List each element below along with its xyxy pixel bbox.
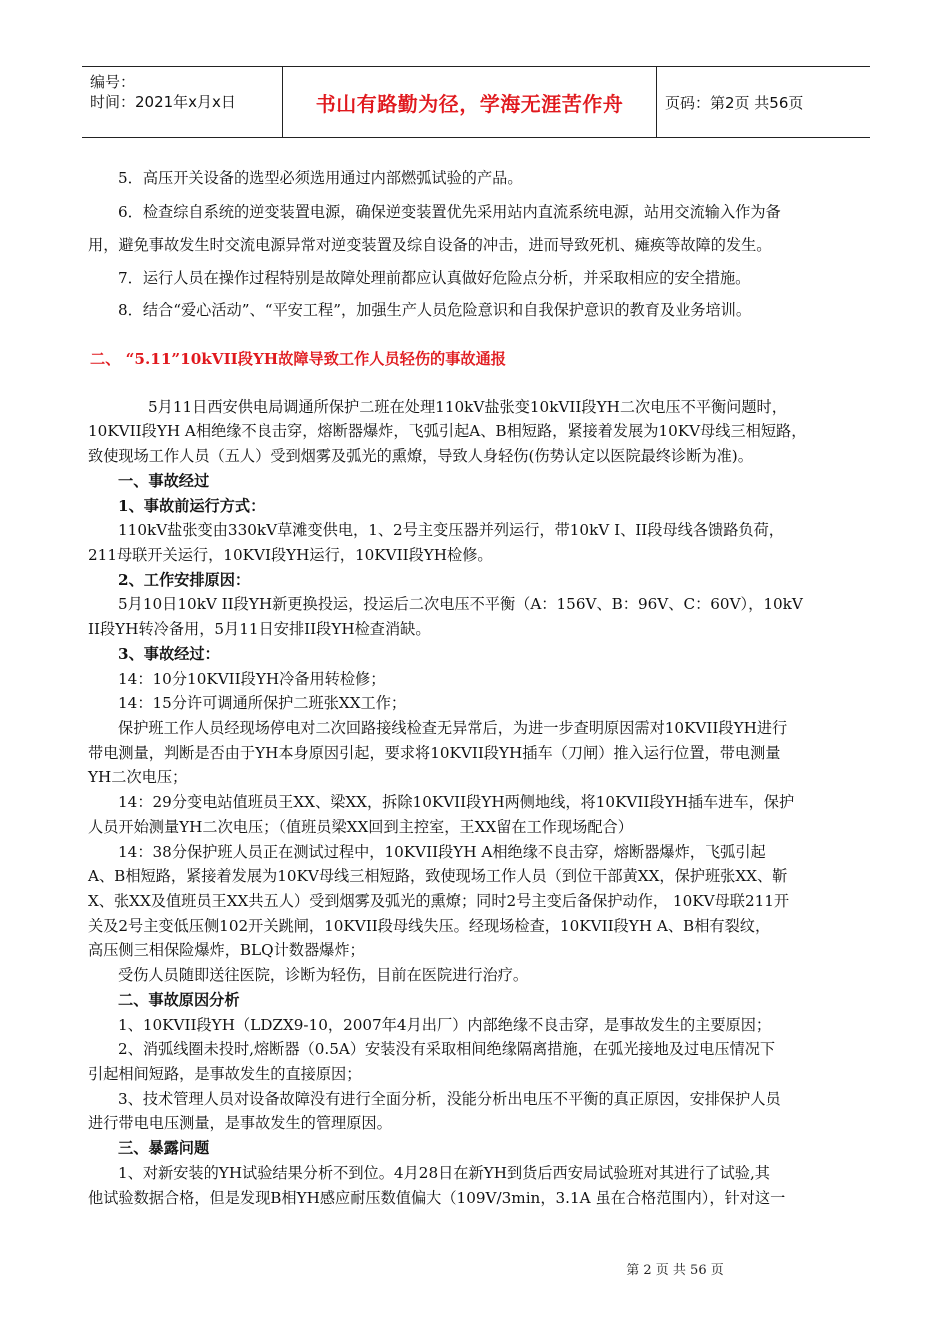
paragraph-line: 5月11日西安供电局调通所保护二班在处理110kV盐张变10kVII段YH二次电压不平衡问题时， — [148, 398, 787, 416]
subheading: 二、事故原因分析 — [118, 991, 240, 1009]
paragraph-line: 人员开始测量YH二次电压；（值班员梁XX回到主控室，王XX留在工作现场配合） — [88, 818, 633, 836]
paragraph-line: 高压侧三相保险爆炸，BLQ计数器爆炸； — [88, 941, 365, 959]
paragraph-line: 引起相间短路，是事故发生的直接原因； — [88, 1065, 362, 1083]
paragraph-line: 14：38分保护班人员正在测试过程中，10KVII段YH A相绝缘不良击穿，熔断器爆炸，飞弧引起 — [118, 843, 766, 861]
header-motto-cell — [283, 67, 657, 137]
paragraph-line: 受伤人员随即送往医院，诊断为轻伤，目前在医院进行治疗。 — [118, 966, 529, 984]
motto: 书山有路勤为径，学海无涯苦作舟 — [315, 91, 624, 116]
paragraph-line: 他试验数据合格，但是发现B相YH感应耐压数值偏大（109V/3min，3.1A 虽在合格范围内），针对这一 — [88, 1189, 786, 1207]
page-info: 页码：第2页 共56页 — [665, 93, 804, 112]
subheading: 1、事故前运行方式： — [118, 497, 266, 515]
paragraph-line: 8．结合“爱心活动”、“平安工程”，加强生产人员危险意识和自我保护意识的教育及业务培训。 — [118, 301, 752, 319]
paragraph-line: 2、消弧线圈未投时,熔断器（0.5A）安装没有采取相间绝缘隔离措施，在弧光接地及过电压情况下 — [118, 1040, 776, 1058]
paragraph-line: 进行带电电压测量，是事故发生的管理原因。 — [88, 1114, 392, 1132]
paragraph-line: 14：15分许可调通所保护二班张XX工作； — [118, 694, 407, 712]
subheading: 2、工作安排原因： — [118, 571, 251, 589]
page-footer — [0, 1259, 950, 1278]
paragraph-line: YH二次电压； — [88, 768, 188, 786]
subheading: 三、暴露问题 — [118, 1139, 210, 1157]
paragraph-line: 10KVII段YH A相绝缘不良击穿，熔断器爆炸，飞弧引起A、B相短路，紧接着发展为10KV母线三相短路， — [88, 422, 807, 440]
paragraph-line: A、B相短路，紧接着发展为10KV母线三相短路，致使现场工作人员（到位干部黄XX，保护班张XX、靳 — [88, 867, 788, 885]
paragraph-line: 用，避免事故发生时交流电源异常对逆变装置及综自设备的冲击，进而导致死机、瘫痪等故障的发生。 — [88, 236, 772, 254]
paragraph-line: II段YH转冷备用，5月11日安排II段YH检查消缺。 — [88, 620, 431, 638]
section-heading: 二、 “5.11”10kVII段YH故障导致工作人员轻伤的事故通报 — [90, 350, 506, 368]
paragraph-line: 3、技术管理人员对设备故障没有进行全面分析，没能分析出电压不平衡的真正原因，安排保护人员 — [118, 1090, 781, 1108]
paragraph-line: 保护班工作人员经现场停电对二次回路接线检查无异常后，为进一步查明原因需对10KVII段YH进行 — [118, 719, 788, 737]
paragraph-line: 5月10日10kV II段YH新更换投运，投运后二次电压不平衡（A：156V、B：96V、C：60V），10kV — [118, 595, 803, 613]
time-label: 时间：2021年x月x日 — [90, 93, 236, 111]
page-header — [82, 66, 870, 138]
paragraph-line: 致使现场工作人员（五人）受到烟雾及弧光的熏燎，导致人身轻伤(伤势认定以医院最终诊断为准)。 — [88, 447, 753, 465]
paragraph-line: 1、对新安装的YH试验结果分析不到位。4月28日在新YH到货后西安局试验班对其进行了试验,其 — [118, 1164, 770, 1182]
paragraph-line: 带电测量，判断是否由于YH本身原因引起，要求将10KVII段YH插车（刀闸）推入运行位置，带电测量 — [88, 744, 781, 762]
paragraph-line: 5．高压开关设备的选型必须选用通过内部燃弧试验的产品。 — [118, 169, 523, 187]
subheading: 一、事故经过 — [118, 472, 210, 490]
paragraph-line: 6．检查综自系统的逆变装置电源，确保逆变装置优先采用站内直流系统电源，站用交流输入作为备 — [118, 203, 781, 221]
paragraph-line: 211母联开关运行，10KVI段YH运行，10KVII段YH检修。 — [88, 546, 493, 564]
paragraph-line: 14：29分变电站值班员王XX、梁XX，拆除10KVII段YH两侧地线，将10KVII段YH插车进车，保护 — [118, 793, 795, 811]
footer-page-number: 第 2 页 共 56 页 — [626, 1263, 724, 1278]
number-label: 编号： — [90, 73, 136, 91]
paragraph-line: X、张XX及值班员王XX共五人）受到烟雾及弧光的熏燎；同时2号主变后备保护动作， 10KV母联211开 — [88, 892, 790, 910]
header-meta — [82, 67, 283, 137]
subheading: 3、事故经过： — [118, 645, 220, 663]
header-page-cell — [657, 67, 870, 137]
paragraph-line: 1、10KVII段YH（LDZX9-10，2007年4月出厂）内部绝缘不良击穿，是事故发生的主要原因； — [118, 1016, 772, 1034]
paragraph-line: 110kV盐张变由330kV草滩变供电，1、2号主变压器并列运行，带10kV I、II段母线各馈路负荷， — [118, 521, 784, 539]
paragraph-line: 7．运行人员在操作过程特别是故障处理前都应认真做好危险点分析，并采取相应的安全措施。 — [118, 269, 751, 287]
paragraph-line: 14：10分10KVII段YH冷备用转检修； — [118, 670, 386, 688]
paragraph-line: 关及2号主变低压侧102开关跳闸，10KVII段母线失压。经现场检查，10KVII段YH A、B相有裂纹， — [88, 917, 771, 935]
